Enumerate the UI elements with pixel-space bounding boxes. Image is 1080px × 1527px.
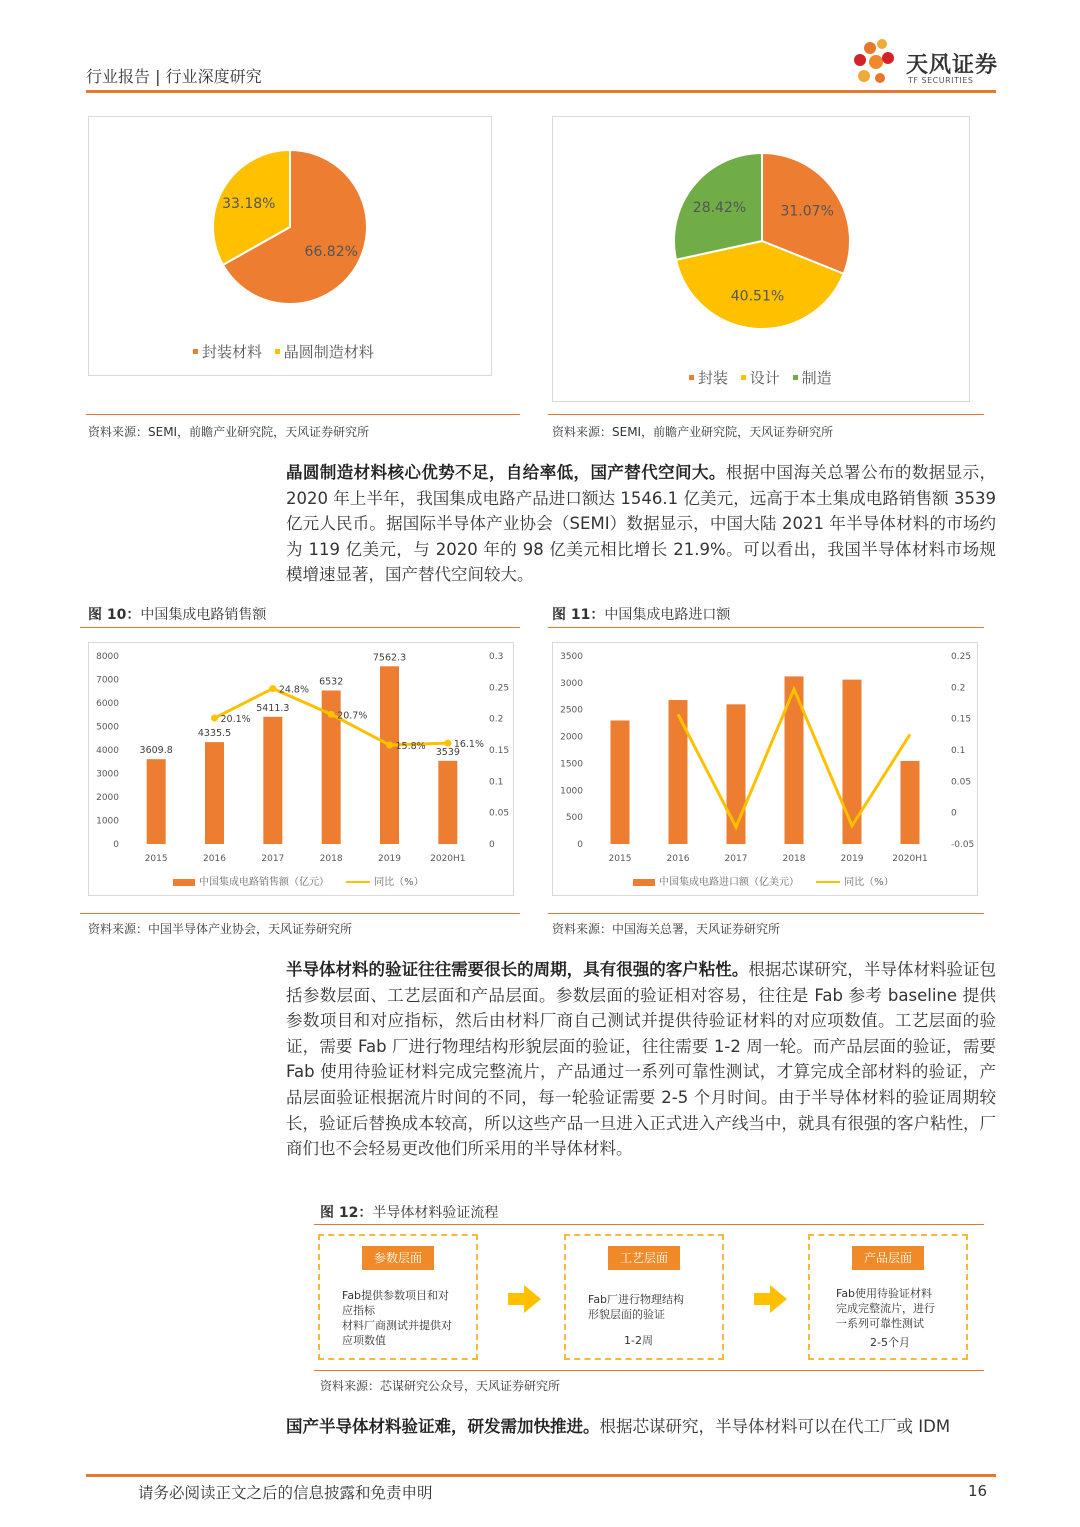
bar-2019	[843, 680, 862, 844]
paragraph-1-body: 根据中国海关总署公布的数据显示，2020 年上半年，我国集成电路产品进口额达 1546.1 亿美元，远高于本土集成电路销售额 3539 亿元人民币。据国际半导体产业协会（SEMI）数据显示，中国大陆 2021 年半导体材料的市场约为 119 亿美元，与 2020 年的 98 亿美元相比增长 21.9%。可以看出，我国半导体材料市场规模增速显著，国产替代空间较大。	[286, 463, 997, 585]
fig10-legend-line-swatch	[346, 881, 370, 883]
pie-data-label: 40.51%	[730, 288, 785, 305]
flow-step-process-tag: 工艺层面	[608, 1246, 680, 1270]
y-left-tick-label: 1000	[560, 786, 583, 797]
pie1-source-divider	[86, 414, 520, 415]
fig11-legend-line-swatch	[816, 881, 840, 883]
fig10-source-divider	[80, 913, 520, 914]
y-right-tick-label: 0.15	[951, 714, 972, 725]
bar-2020H1	[901, 761, 920, 844]
bar-value-label: 5411.3	[256, 702, 290, 714]
flow-step-process	[564, 1234, 724, 1360]
x-tick-label: 2017	[724, 854, 748, 864]
fig11-source: 资料来源：中国海关总署，天风证券研究所	[552, 922, 781, 936]
pie-chart-2-svg	[553, 117, 969, 361]
y-left-tick-label: 500	[565, 813, 583, 824]
pie-chart-2	[552, 116, 970, 402]
line-value-label: 16.1%	[453, 739, 485, 751]
fig11-legend-bar-swatch	[633, 879, 655, 886]
logo-text-cn: 天风证券	[906, 53, 999, 78]
pie-chart-2-legend	[689, 367, 840, 388]
bar-2020H1	[438, 761, 457, 844]
bar-value-label: 3609.8	[139, 745, 173, 757]
y-right-tick-label: 0.25	[951, 652, 972, 662]
fig11-source-divider	[548, 913, 984, 914]
legend-item-wafer-material: 晶圆制造材料	[275, 343, 374, 361]
y-right-tick-label: 0.05	[489, 808, 510, 819]
fig10-chart	[88, 642, 514, 896]
fig10-chart-svg	[89, 643, 513, 895]
flow-step-product-desc: Fab使用待验证材料 完成完整流片，进行 一系列可靠性测试	[836, 1287, 935, 1330]
line-point-marker	[328, 711, 335, 718]
y-left-tick-label: 1000	[96, 816, 119, 827]
fig12-title: 图 12：半导体材料验证流程	[320, 1205, 499, 1221]
y-right-tick-label: 0.25	[489, 683, 510, 694]
pie-data-label: 31.07%	[780, 203, 834, 220]
x-tick-label: 2020H1	[892, 854, 928, 864]
paragraph-domestic-verification	[286, 1414, 996, 1440]
line-value-label: 15.8%	[395, 740, 426, 752]
bar-2017	[727, 704, 746, 844]
y-left-tick-label: 7000	[96, 675, 119, 686]
y-right-tick-label: 0	[951, 808, 957, 819]
fig10-title-divider	[80, 627, 520, 628]
fig10-title: 图 10：中国集成电路销售额	[88, 607, 267, 623]
legend-swatch-green	[793, 375, 798, 380]
bar-2017	[263, 717, 282, 844]
page-number: 16	[968, 1482, 988, 1500]
bar-2019	[380, 666, 399, 844]
fig12-title-divider	[314, 1224, 984, 1225]
legend-item-manufacturing: 制造	[793, 369, 832, 387]
flow-step-product	[808, 1234, 968, 1360]
paragraph-3-lead: 国产半导体材料验证难，研发需加快推进。	[286, 1417, 600, 1436]
legend-item-packaging-material: 封装材料	[193, 343, 262, 361]
y-left-tick-label: 4000	[96, 746, 119, 756]
pie-chart-1-svg	[89, 117, 491, 337]
y-left-tick-label: 0	[113, 840, 119, 850]
bar-2016	[669, 700, 688, 844]
fig11-legend: 中国集成电路进口额（亿美元） 同比（%）	[633, 873, 894, 888]
flow-arrow-1-icon	[508, 1284, 542, 1314]
flow-step-parameter	[318, 1234, 478, 1360]
line-value-label: 24.8%	[278, 684, 310, 696]
pie-chart-1-legend	[193, 341, 382, 362]
x-tick-label: 2015	[144, 854, 168, 864]
fig12-source-divider	[314, 1370, 984, 1371]
legend-swatch-orange	[193, 349, 198, 354]
fig10-legend-bar-swatch	[173, 879, 195, 886]
paragraph-3-body: 根据芯谋研究，半导体材料可以在代工厂或 IDM	[599, 1417, 951, 1436]
x-tick-label: 2018	[319, 854, 343, 864]
y-left-tick-label: 8000	[96, 652, 119, 662]
company-logo	[848, 36, 1008, 92]
y-left-tick-label: 0	[577, 840, 583, 850]
fig11-chart-svg	[553, 643, 977, 895]
y-right-tick-label: 0.3	[489, 652, 504, 662]
y-right-tick-label: 0	[489, 840, 495, 850]
flow-step-product-duration: 2-5个月	[870, 1336, 910, 1349]
x-tick-label: 2018	[782, 854, 806, 864]
legend-swatch-yellow	[275, 349, 280, 354]
bar-value-label: 3539	[435, 746, 460, 758]
fig12-source: 资料来源：芯谋研究公众号，天风证券研究所	[320, 1379, 561, 1393]
y-left-tick-label: 2000	[96, 793, 119, 803]
x-tick-label: 2015	[608, 854, 632, 864]
y-left-tick-label: 3000	[96, 769, 119, 780]
flow-step-parameter-tag: 参数层面	[362, 1246, 434, 1270]
bar-value-label: 6532	[319, 676, 344, 688]
bar-value-label: 4335.5	[197, 728, 232, 740]
x-tick-label: 2016	[203, 854, 226, 864]
line-point-marker	[211, 715, 218, 722]
footer-divider	[86, 1474, 996, 1477]
x-tick-label: 2017	[261, 854, 285, 864]
flow-step-process-desc: Fab厂进行物理结构 形貌层面的验证	[588, 1293, 685, 1321]
x-tick-label: 2019	[378, 854, 401, 864]
pie-data-label: 66.82%	[304, 244, 358, 261]
pie-data-label: 33.18%	[222, 195, 276, 212]
fig11-chart	[552, 642, 978, 896]
logo-text-en: TF SECURITIES	[908, 76, 974, 85]
pie-data-label: 28.42%	[692, 199, 747, 216]
bar-value-label: 7562.3	[372, 652, 407, 664]
y-left-tick-label: 2000	[560, 732, 583, 743]
line-point-marker	[386, 741, 393, 748]
line-value-label: 20.7%	[337, 710, 368, 722]
x-tick-label: 2020H1	[430, 854, 466, 864]
y-left-tick-label: 3000	[560, 678, 583, 689]
bar-2015	[611, 720, 630, 844]
fig11-title-divider	[548, 627, 984, 628]
pie2-source: 资料来源：SEMI，前瞻产业研究院，天风证券研究所	[552, 425, 834, 439]
legend-item-design: 设计	[741, 369, 780, 387]
footer-disclaimer: 请务必阅读正文之后的信息披露和免责申明	[138, 1484, 433, 1502]
y-left-tick-label: 2500	[560, 705, 583, 716]
y-left-tick-label: 5000	[96, 722, 119, 733]
paragraph-wafer-materials	[286, 460, 996, 588]
pie1-source: 资料来源：SEMI，前瞻产业研究院，天风证券研究所	[88, 425, 370, 439]
pie2-source-divider	[548, 414, 984, 415]
bar-2016	[205, 742, 224, 844]
paragraph-2-body: 根据芯谋研究，半导体材料验证包括参数层面、工艺层面和产品层面。参数层面的验证相对容易，往往是 Fab 参考 baseline 提供参数项目和对应指标，然后由材料厂商自己测试并提供待验证材料的对应项数值。工艺层面的验证，需要 Fab 厂进行物理结构形貌层面的验证，往往需要 1-2 周一轮。而产品层面的验证，需要 Fab 使用待验证材料完成完整流片，产品通过一系列可靠性测试，才算完成全部材料的验证，产品层面验证根据流片时间的不同，每一轮验证需要 2-5 个月时间。由于半导体材料的验证周期较长，验证后替换成本较高，所以这些产品一旦进入正式进入产线当中，就具有很强的客户粘性，厂商们也不会轻易更改他们所采用的半导体材料。	[286, 960, 997, 1159]
flow-arrow-2-icon	[754, 1284, 788, 1314]
y-right-tick-label: 0.1	[951, 746, 966, 756]
y-right-tick-label: 0.15	[489, 746, 510, 756]
header-title: 行业报告 | 行业深度研究	[86, 67, 262, 86]
flow-step-process-duration: 1-2周	[624, 1334, 653, 1347]
bar-2015	[147, 759, 166, 844]
flow-step-parameter-desc: Fab提供参数项目和对 应指标 材料厂商测试并提供对 应项数值	[342, 1289, 452, 1347]
legend-swatch-orange	[689, 375, 694, 380]
paragraph-2-lead: 半导体材料的验证往往需要很长的周期，具有很强的客户粘性。	[286, 960, 749, 979]
y-left-tick-label: 1500	[560, 759, 583, 770]
y-left-tick-label: 3500	[560, 652, 583, 662]
fig10-legend: 中国集成电路销售额（亿元） 同比（%）	[173, 873, 424, 888]
y-right-tick-label: 0.1	[489, 777, 504, 788]
y-left-tick-label: 6000	[96, 699, 119, 709]
paragraph-1-lead: 晶圆制造材料核心优势不足，自给率低，国产替代空间大。	[286, 463, 726, 482]
pie-chart-1	[88, 116, 492, 376]
y-right-tick-label: -0.05	[951, 840, 975, 850]
fig11-title: 图 11：中国集成电路进口额	[552, 607, 731, 623]
line-value-label: 20.1%	[220, 714, 251, 726]
fig10-source: 资料来源：中国半导体产业协会，天风证券研究所	[88, 922, 353, 936]
y-right-tick-label: 0.05	[951, 777, 972, 788]
x-tick-label: 2016	[666, 854, 690, 864]
line-point-marker	[269, 685, 276, 692]
paragraph-verification-cycle	[286, 957, 996, 1162]
logo-flower-icon	[848, 36, 904, 92]
legend-item-packaging: 封装	[689, 369, 728, 387]
y-right-tick-label: 0.2	[489, 714, 504, 725]
y-right-tick-label: 0.2	[951, 683, 966, 694]
legend-swatch-yellow	[741, 375, 746, 380]
flow-step-product-tag: 产品层面	[852, 1246, 924, 1270]
line-point-marker	[444, 740, 451, 747]
x-tick-label: 2019	[840, 854, 864, 864]
